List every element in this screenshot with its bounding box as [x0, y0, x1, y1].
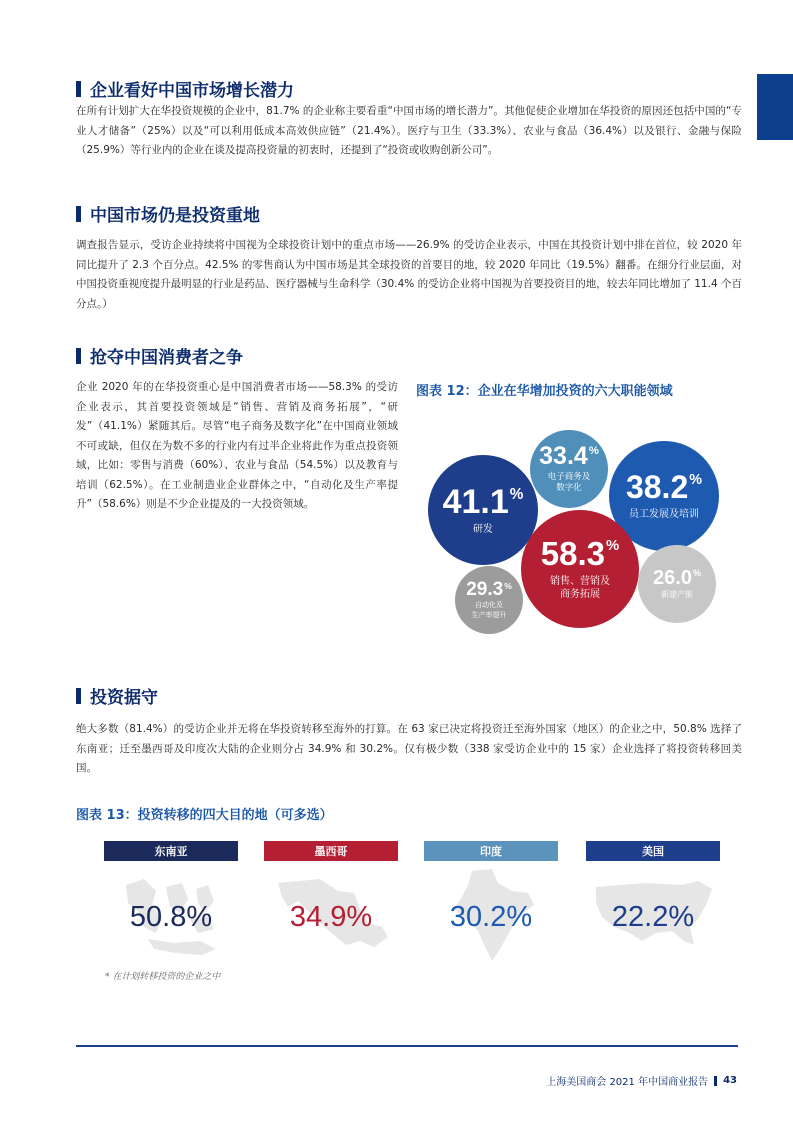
destination-southeast-asia [104, 841, 238, 969]
destination-value: 22.2% [611, 901, 695, 933]
destination-header: 墨西哥 [264, 841, 398, 861]
bubble-label: 研发 [473, 523, 493, 535]
chapter-tab [757, 74, 793, 140]
bubble-label: 自动化及 生产率提升 [471, 601, 507, 619]
destination-value: 30.2% [449, 901, 533, 933]
section-title-text: 企业看好中国市场增长潜力 [90, 81, 294, 101]
section-title-consumers [76, 343, 243, 368]
destination-india [424, 841, 558, 969]
bubble-sales: 58.3% 销售、营销及 商务拓展 [521, 510, 639, 628]
bubble-training: 38.2% 员工发展及培训 [609, 441, 719, 551]
destination-header: 东南亚 [104, 841, 238, 861]
bubble-value: 26.0 [653, 566, 692, 589]
paragraph-investment-focus: 调查报告显示，受访企业持续将中国视为全球投资计划中的重点市场——26.9% 的受访企业表示，中国在其投资计划中排在首位，较 2020 年同比提升了 2.3 个百分点。42.5% 的零售商认为中国市场是其全球投资的首要目的地，较 2020 年同比（19.5%）翻番。在细分行业层面，对中国投资重视度提升最明显的行业是药品、医疗器械与生命科学（30.4% 的受访企业将中国视为首要投资目的地，较去年同比增加了 11.4 个百分点。） [76, 239, 742, 310]
title-bar [76, 688, 81, 704]
bubble-value: 41.1 [442, 482, 509, 521]
section-title-growth-potential [76, 76, 294, 101]
bubble-label: 新建产能 [661, 589, 693, 599]
destination-value: 50.8% [129, 901, 213, 933]
paragraph-stay-invested: 绝大多数（81.4%）的受访企业并无将在华投资转移至海外的打算。在 63 家已决定将投资迁至海外国家（地区）的企业之中，50.8% 选择了东南亚；迁至墨西哥及印度次大陆的企业则分占 34.9% 和 30.2%。仅有极少数（338 家受访企业中的 15 家）企业选择了将投资转移回美国。 [76, 723, 742, 774]
destination-header: 印度 [424, 841, 558, 861]
bubble-label: 销售、营销及 商务拓展 [550, 576, 610, 600]
footer-report-title: 上海美国商会 2021 年中国商业报告 [546, 1077, 709, 1088]
bubble-label: 员工发展及培训 [629, 509, 699, 520]
bubble-ecommerce: 33.4% 电子商务及 数字化 [530, 430, 608, 508]
paragraph-growth-potential: 在所有计划扩大在华投资规模的企业中，81.7% 的企业称主要看重“中国市场的增长潜力”。其他促使企业增加在华投资的原因还包括中国的“专业人才储备”（25%）以及“可以利用低成本高效供应链”（21.4%）。医疗与卫生（33.3%）、农业与食品（36.4%）以及银行、金融与保险（25.9%）等行业内的企业在谈及提高投资量的初衷时，还提到了“投资或收购创新公司”。 [76, 105, 742, 156]
bubble-value: 29.3 [466, 579, 504, 601]
footer-separator [714, 1076, 717, 1086]
bubble-value: 33.4 [539, 441, 588, 470]
bubble-automation: 29.3% 自动化及 生产率提升 [455, 566, 523, 634]
destination-header: 美国 [586, 841, 720, 861]
destination-value: 34.9% [289, 901, 373, 933]
section-title-stay-invested [76, 683, 158, 708]
footer [546, 1073, 737, 1088]
bubble-rd: 41.1% 研发 [428, 455, 538, 565]
section-title-text: 中国市场仍是投资重地 [90, 206, 260, 226]
title-bar [76, 348, 81, 364]
title-bar [76, 206, 81, 222]
paragraph-consumers: 企业 2020 年的在华投资重心是中国消费者市场——58.3% 的受访企业表示，其首要投资领域是“销售、营销及商务拓展”，“研发”（41.1%）紧随其后。尽管“电子商务及数字化”在中国商业领域不可或缺，但仅在为数不多的行业内有过半企业将此作为重点投资领域，比如：零售与消费（60%）、农业与食品（54.5%）以及教育与培训（62.5%）。在工业制造业企业群体之中，“自动化及生产率提升”（58.6%）则是不少企业提及的一大投资领域。 [76, 381, 398, 510]
page-number: 43 [723, 1075, 737, 1086]
title-bar [76, 81, 81, 97]
bubble-label: 电子商务及 数字化 [547, 471, 591, 493]
section-title-text: 抢夺中国消费者之争 [90, 348, 243, 368]
figure-13-note: * 在计划转移投资的企业之中 [105, 972, 221, 982]
destination-usa [586, 841, 720, 969]
bubble-capacity: 26.0% 新建产能 [638, 545, 716, 623]
bubble-value: 58.3 [540, 535, 606, 572]
footer-divider [76, 1045, 738, 1047]
section-title-investment-focus [76, 201, 260, 226]
figure-13-title: 图表 13：投资转移的四大目的地（可多选） [76, 808, 333, 823]
figure-12-title: 图表 12：企业在华增加投资的六大职能领域 [416, 384, 673, 399]
section-title-text: 投资据守 [90, 688, 158, 708]
destination-mexico [264, 841, 398, 969]
bubble-value: 38.2 [625, 469, 689, 505]
